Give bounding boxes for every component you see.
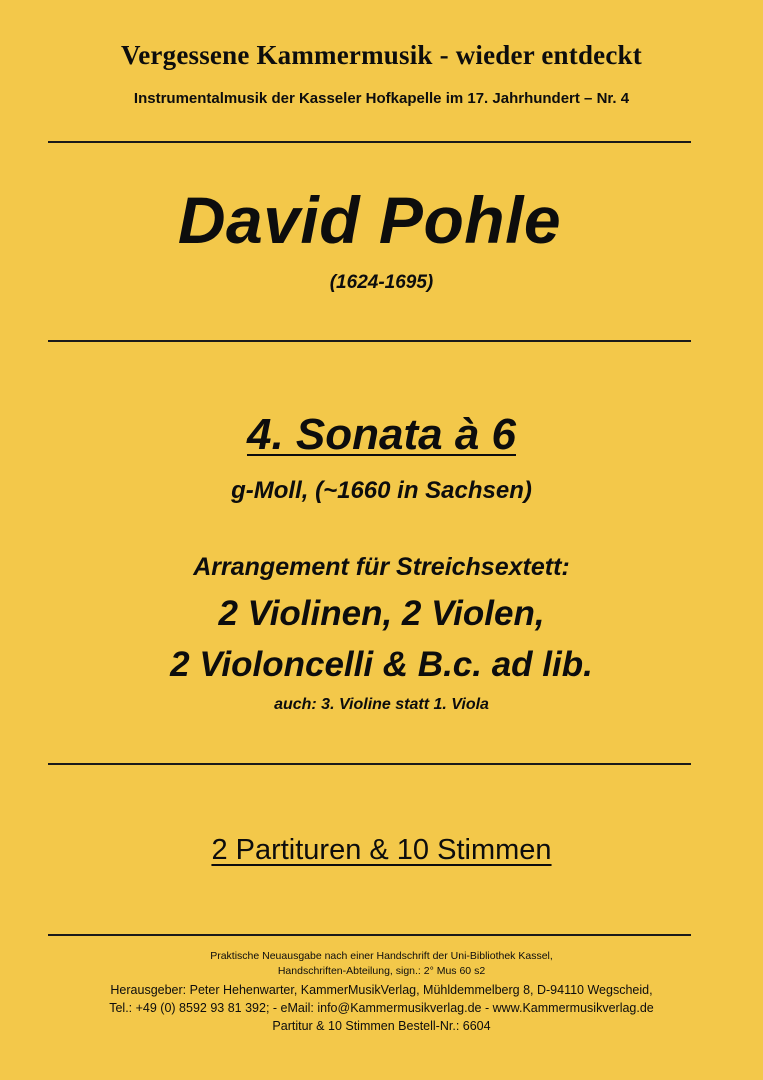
- footer-line-2: Handschriften-Abteilung, sign.: 2° Mus 60 s2: [277, 965, 486, 977]
- composer-dates: (1624-1695): [329, 272, 434, 293]
- series-title: Vergessene Kammermusik - wieder entdeckt: [121, 40, 642, 70]
- divider-top: [48, 141, 691, 143]
- divider-composer: [48, 340, 691, 342]
- footer-line-4: Tel.: +49 (0) 8592 93 81 392; - eMail: info@Kammermusikverlag.de - www.Kammermusikverlag.de: [109, 1001, 654, 1015]
- footer-line-3: Herausgeber: Peter Hehenwarter, KammerMusikVerlag, Mühldemmelberg 8, D-94110 Wegscheid,: [110, 983, 653, 997]
- footer-line-5: Partitur & 10 Stimmen Bestell-Nr.: 6604: [272, 1019, 491, 1033]
- instruments-line-2: 2 Violoncelli & B.c. ad lib.: [170, 645, 593, 684]
- work-key-origin: g-Moll, (~1660 in Sachsen): [231, 477, 532, 504]
- work-title: [0, 410, 763, 460]
- work-title-text: 4. Sonata à 6: [246, 410, 516, 459]
- divider-footer: [48, 934, 691, 936]
- divider-arrangement: [48, 763, 691, 765]
- footer-line-1: Praktische Neuausgabe nach einer Handschrift der Uni-Bibliothek Kassel,: [210, 950, 553, 962]
- instruments-line-1: 2 Violinen, 2 Violen,: [218, 594, 545, 633]
- composer-name: David Pohle: [177, 183, 562, 257]
- contents: [0, 834, 763, 867]
- contents-text: 2 Partituren & 10 Stimmen: [211, 834, 552, 866]
- instruments-alternative: auch: 3. Violine statt 1. Viola: [274, 696, 489, 713]
- series-subtitle: Instrumentalmusik der Kasseler Hofkapelle im 17. Jahrhundert – Nr. 4: [133, 90, 630, 107]
- arrangement-heading: Arrangement für Streichsextett:: [193, 553, 570, 581]
